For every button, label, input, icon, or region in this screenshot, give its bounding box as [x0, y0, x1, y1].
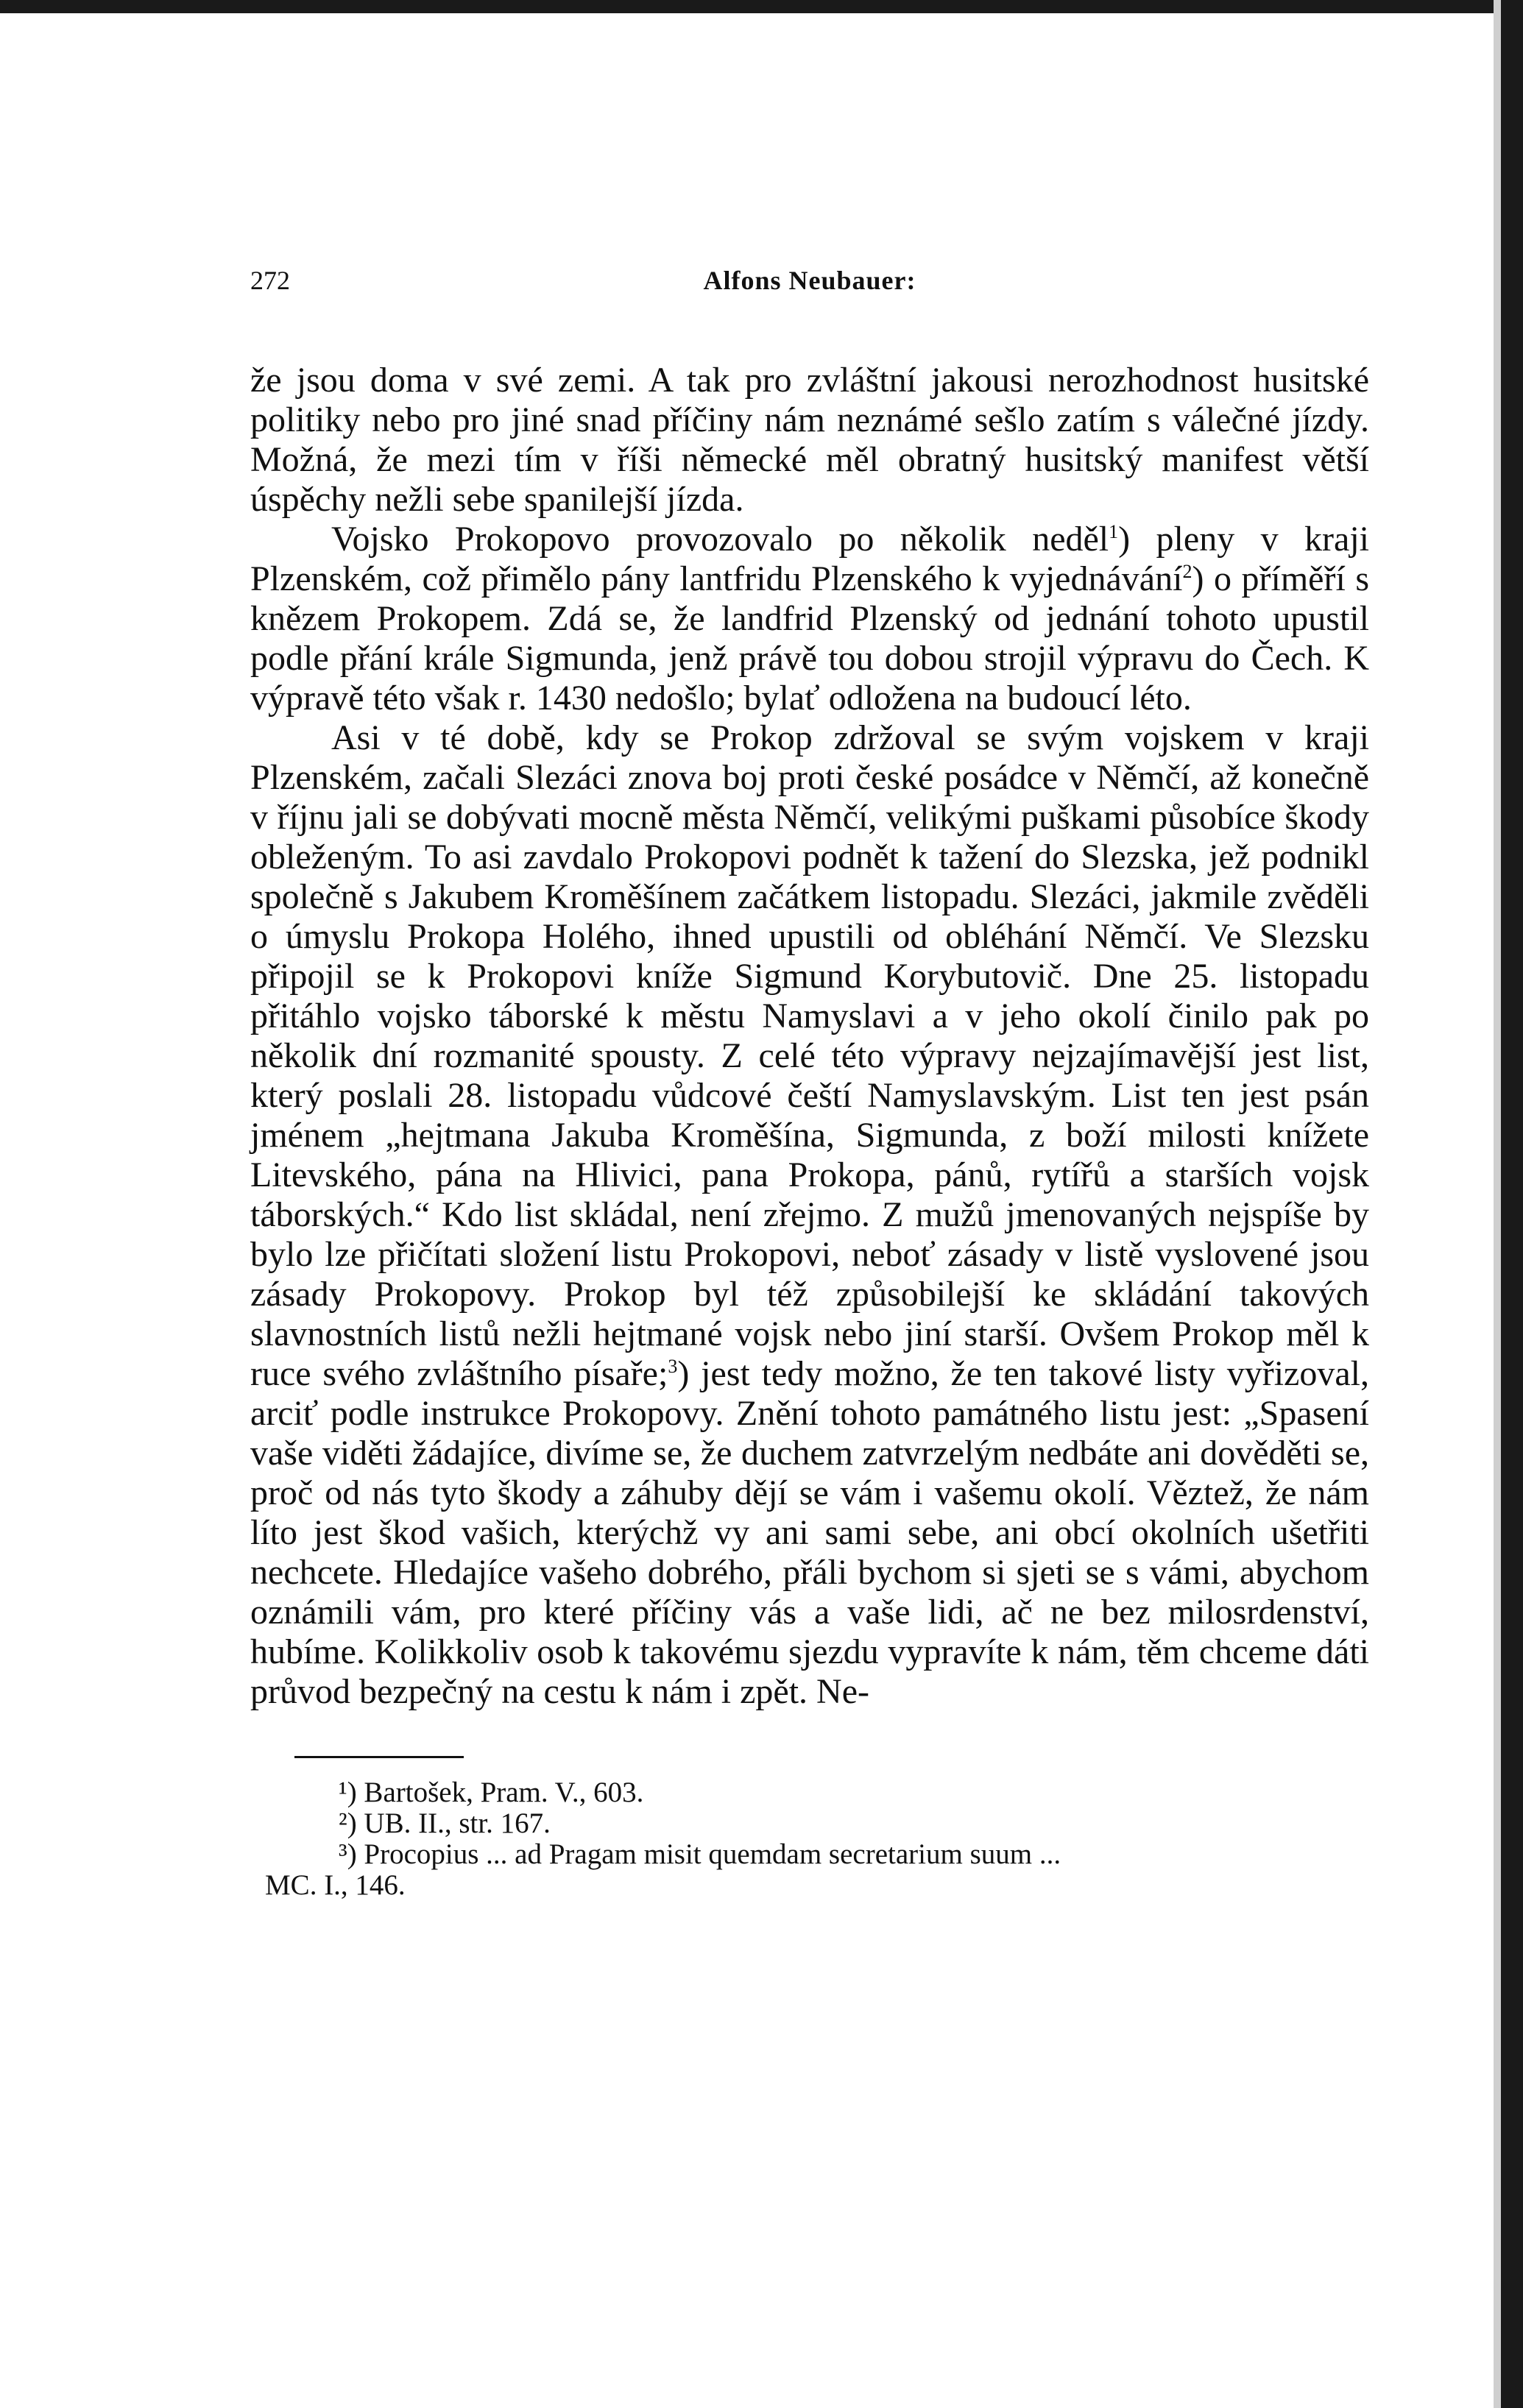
paragraph-3 — [250, 718, 1369, 1712]
footnote-3-continuation: MC. I., 146. — [265, 1869, 406, 1901]
running-title: Alfons Neubauer: — [703, 266, 916, 295]
footnotes — [250, 1777, 1369, 1901]
paragraph-2-text-c: ) o příměří s knězem Prokopem. Zdá se, že landfrid Plzenský od jednání tohoto upustil podle přání krále Sigmunda, jenž právě tou dobou strojil výpravu do Čech. K výpravě této však r. 1430 nedošlo; bylať odložena na budoucí léto. — [250, 559, 1369, 718]
footnote-divider — [294, 1756, 464, 1758]
paragraph-3-text-a: Asi v té době, kdy se Prokop zdržoval se svým vojskem v kraji Plzenském, začali Slezáci znova boj proti české posádce v Němčí, až konečně v říjnu jali se dobývati mocně města Němčí, velikými puškami působíce škody obleženým. To asi zavdalo Prokopovi podnět k tažení do Slezska, jež podnikl společně s Jakubem Kroměšínem začátkem listopadu. Slezáci, jakmile zvěděli o úmyslu Prokopa Holého, ihned upustili od obléhání Němčí. Ve Slezsku připojil se k Prokopovi kníže Sigmund Korybutovič. Dne 25. listopadu přitáhlo vojsko táborské k městu Namyslavi a v jeho okolí činilo pak po několik dní rozmanité spousty. Z celé této výpravy nejzajímavější jest list, který poslali 28. listopadu vůdcové čeští Namyslavským. List ten jest psán jménem „hejtmana Jakuba Kroměšína, Sigmunda, z boží milosti knížete Litevského, pána na Hlivici, pana Prokopa, pánů, rytířů a starších vojsk táborských.“ Kdo list skládal, není zřejmo. Z mužů jmenovaných nejspíše by bylo lze přičítati složení listu Prokopovi, neboť zásady v listě vyslovené jsou zásady Prokopovy. Prokop byl též způsobilejší ke skládání takových slavnostních listů nežli hejtmané vojsk nebo jiní starší. Ovšem Prokop měl k ruce svého zvláštního písaře; — [250, 718, 1369, 1393]
scan-border-top — [0, 0, 1523, 13]
paragraph-3-text-b: ) jest tedy možno, že ten takové listy vyřizoval, arciť podle instrukce Prokopovy. Znění tohoto památného listu jest: „Spasení vaše viděti žádajíce, divíme se, že duchem zatvrzelým nedbáte ani dověděti se, proč od nás tyto škody a záhuby dějí se vám i vašemu okolí. Věztež, že nám líto jest škod vašich, kterýchž vy ani sami sebe, ani obcí okolních ušetřiti nechcete. Hledajíce vašeho dobrého, přáli bychom si sjeti se s vámi, abychom oznámili vám, pro které příčiny vás a vaše lidi, ač ne bez milosrdenství, hubíme. Kolikkoliv osob k takovému sjezdu vypravíte k nám, těm chceme dáti průvod bezpečný na cestu k nám i zpět. Ne- — [250, 1354, 1369, 1711]
footnote-1: ¹) Bartošek, Pram. V., 603. — [339, 1777, 644, 1808]
footnote-2: ²) UB. II., str. 167. — [339, 1807, 551, 1839]
footnote-ref-1: 1 — [1109, 521, 1119, 542]
paragraph-2 — [250, 520, 1369, 718]
running-header — [250, 265, 1369, 309]
paragraph-2-text-b: ) pleny v kraji Plzenském, což přimělo pány lantfridu Plzenského k vyjednávání — [250, 520, 1369, 598]
main-text — [250, 361, 1369, 1712]
paragraph-1: že jsou doma v své zemi. A tak pro zvláštní jakousi nerozhodnost husitské politiky nebo pro jiné snad příčiny nám neznámé sešlo zatím s válečné jízdy. Možná, že mezi tím v říši německé měl obratný husitský manifest větší úspěchy nežli sebe spanilejší jízda. — [250, 361, 1369, 519]
book-page — [250, 265, 1369, 1901]
footnote-3: ³) Procopius ... ad Pragam misit quemdam secretarium suum ... — [339, 1838, 1061, 1870]
scan-border-right — [1501, 0, 1523, 2408]
page-number: 272 — [250, 266, 290, 295]
footnote-ref-3: 3 — [668, 1356, 678, 1377]
scan-shadow-right — [1494, 0, 1501, 2408]
paragraph-2-text-a: Vojsko Prokopovo provozovalo po několik neděl — [331, 520, 1109, 559]
footnote-ref-2: 2 — [1182, 561, 1192, 582]
